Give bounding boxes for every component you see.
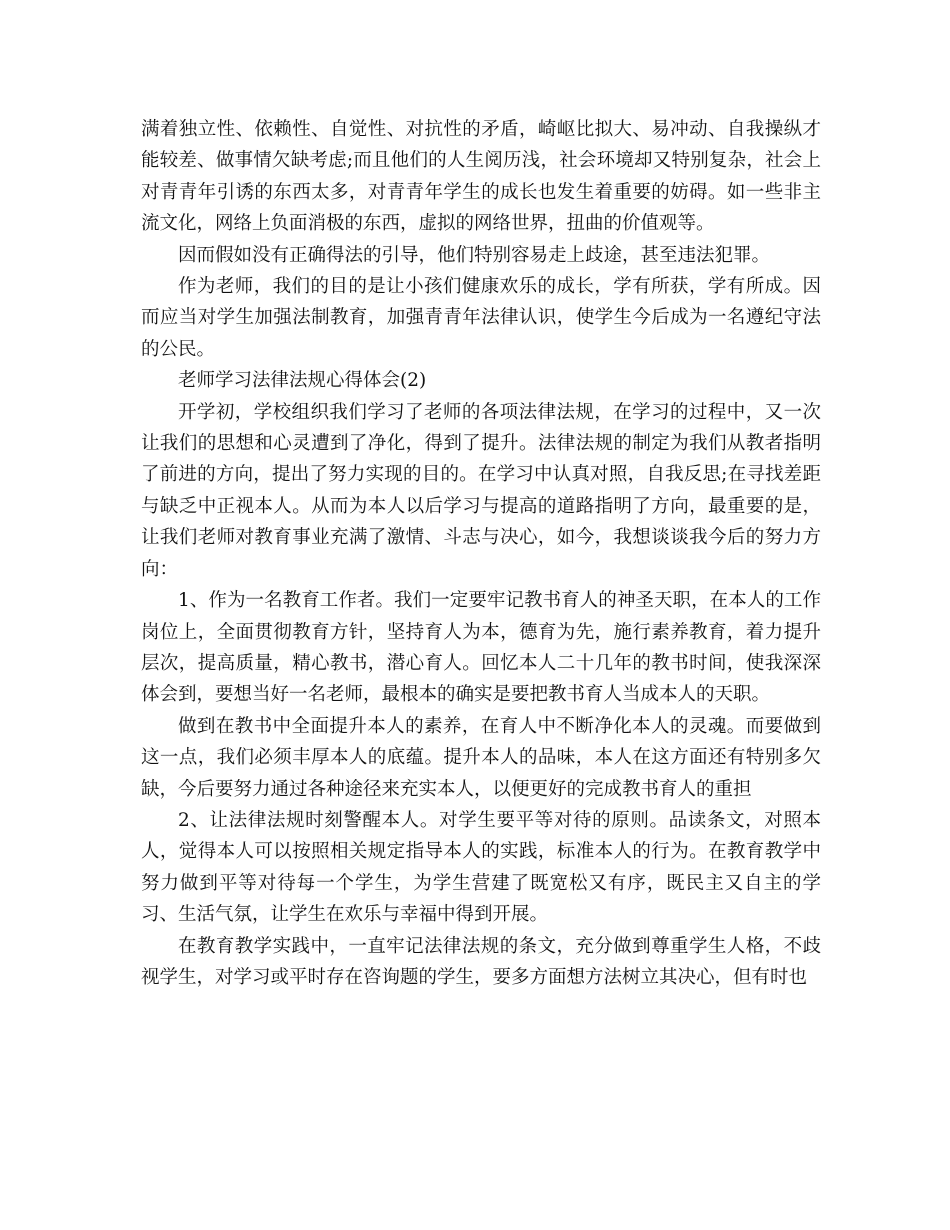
paragraph-continuation: 满着独立性、依赖性、自觉性、对抗性的矛盾，崎岖比拟大、易冲动、自我操纵才能较差、做事情欠缺考虑;而且他们的人生阅历浅，社会环境却又特别复杂，社会上对青青年引诱的东西太多，对青青年学生的成长也发生着重要的妨碍。如一些非主流文化，网络上负面消极的东西，虚拟的网络世界，扭曲的价值观等。 [141,119,821,235]
paragraph: 1、作为一名教育工作者。我们一定要牢记教书育人的神圣天职，在本人的工作岗位上，全面贯彻教育方针，坚持育人为本，德育为先，施行素养教育，着力提升层次，提高质量，精心教书，潜心育人。回忆本人二十几年的教书时间，使我深深体会到，要想当好一名老师，最根本的确实是要把教书育人当成本人的天职。 [141,590,821,706]
paragraph: 开学初，学校组织我们学习了老师的各项法律法规，在学习的过程中，又一次让我们的思想和心灵遭到了净化，得到了提升。法律法规的制定为我们从教者指明了前进的方向，提出了努力实现的目的。在学习中认真对照，自我反思;在寻找差距与缺乏中正视本人。从而为本人以后学习与提高的道路指明了方向，最重要的是，让我们老师对教育事业充满了激情、斗志与决心，如今，我想谈谈我今后的努力方向： [141,401,821,580]
paragraph: 作为老师，我们的目的是让小孩们健康欢乐的成长，学有所获，学有所成。因而应当对学生加强法制教育，加强青青年法律认识，使学生今后成为一名遵纪守法的公民。 [141,276,821,360]
document-body [141,114,821,993]
paragraph: 2、让法律法规时刻警醒本人。对学生要平等对待的原则。品读条文，对照本人，觉得本人可以按照相关规定指导本人的实践，标准本人的行为。在教育教学中努力做到平等对待每一个学生，为学生营建了既宽松又有序，既民主又自主的学习、生活气氛，让学生在欢乐与幸福中得到开展。 [141,809,821,926]
paragraph: 因而假如没有正确得法的引导，他们特别容易走上歧途，甚至违法犯罪。 [178,244,771,266]
paragraph: 在教育教学实践中，一直牢记法律法规的条文，充分做到尊重学生人格，不歧视学生，对学习或平时存在咨询题的学生，要多方面想方法树立其决心，但有时也 [141,935,821,988]
section-title: 老师学习法律法规心得体会(2) [178,370,427,392]
paragraph: 做到在教书中全面提升本人的素养，在育人中不断净化本人的灵魂。而要做到这一点，我们必须丰厚本人的底蕴。提升本人的品味，本人在这方面还有特别多欠缺，今后要努力通过各种途径来充实本人，以便更好的完成教书育人的重担 [141,715,821,800]
